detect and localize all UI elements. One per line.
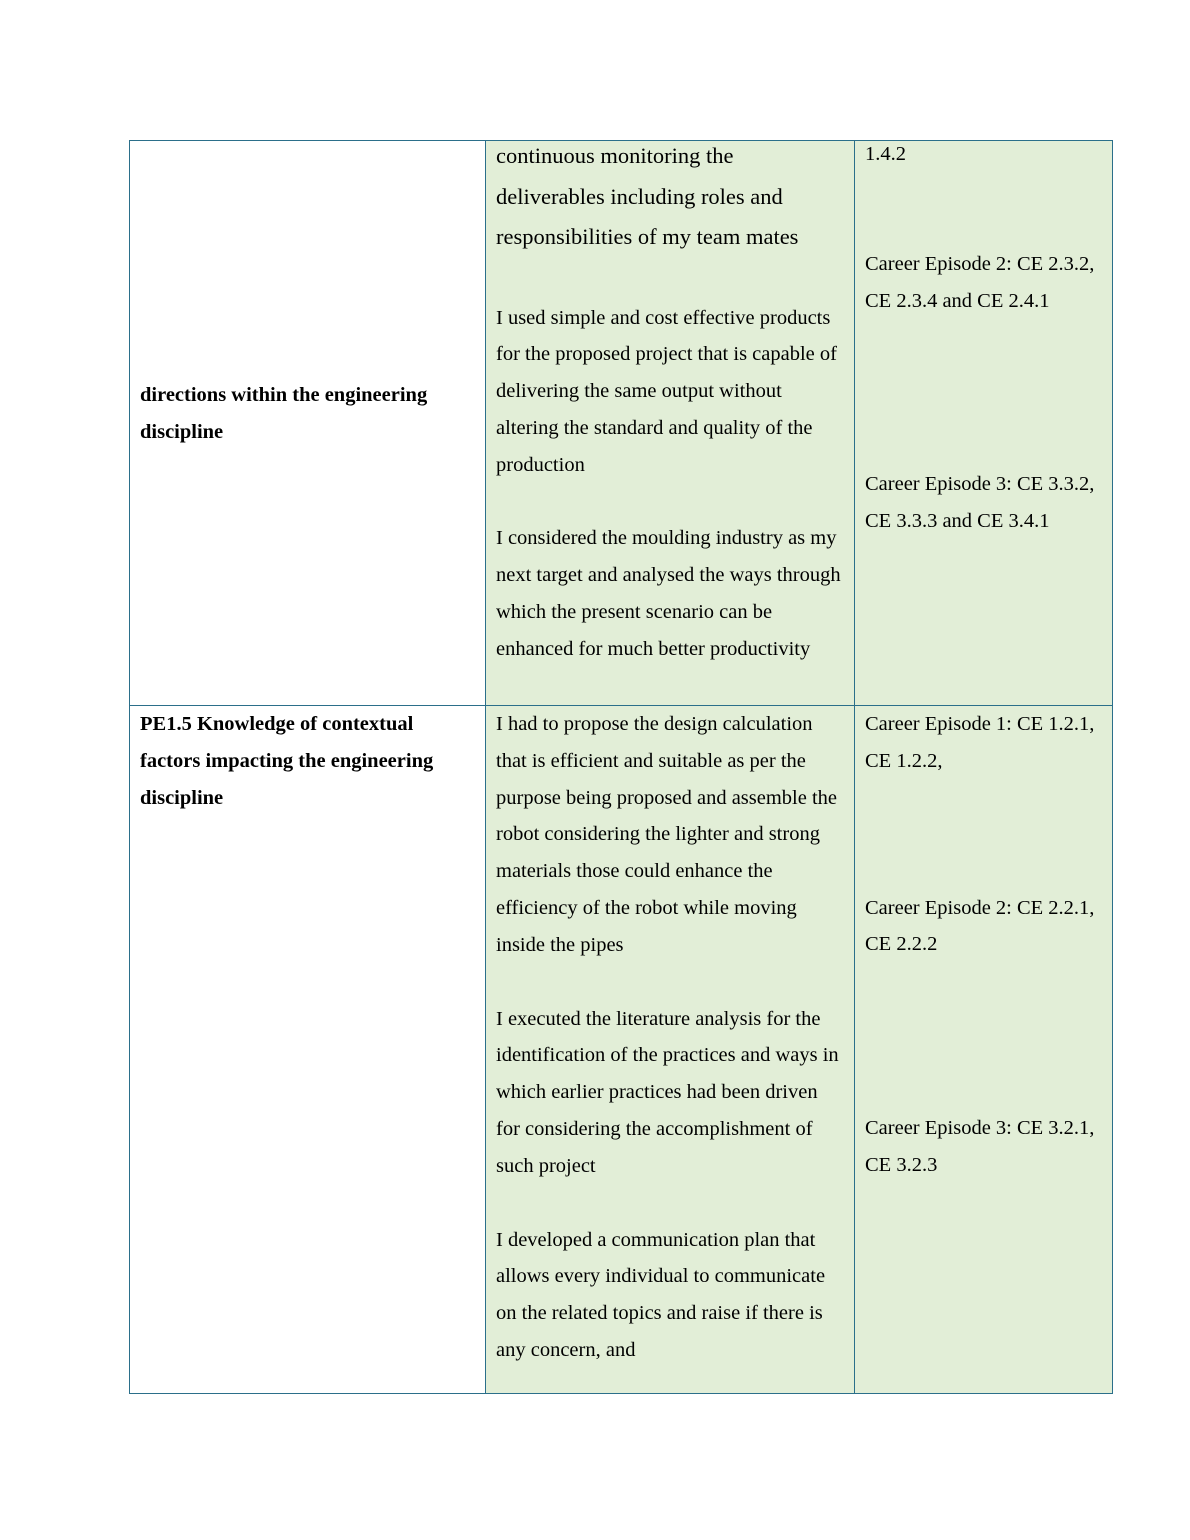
- reference-text: 1.4.2: [865, 143, 906, 165]
- evidence-paragraph: I used simple and cost effective products for the proposed project that is capable of delivering the same output without altering the standard and quality of the production: [496, 306, 837, 476]
- table-row: [130, 141, 1113, 706]
- reference-cell: [855, 706, 1113, 1394]
- competency-table: [129, 140, 1113, 1394]
- criterion-cell: [130, 706, 486, 1394]
- evidence-paragraph: I had to propose the design calculation that is efficient and suitable as per the purpose being proposed and assemble the robot considering the lighter and strong materials those could enhance the efficiency of the robot while moving inside the pipes: [496, 713, 838, 956]
- criterion-text: PE1.5 Knowledge of contextual factors impacting the engineering discipline: [140, 713, 434, 809]
- evidence-paragraph: continuous monitoring the deliverables including roles and responsibilities of my team mates: [496, 143, 799, 249]
- reference-text: Career Episode 3: CE 3.2.1, CE 3.2.3: [865, 1117, 1095, 1176]
- reference-text: Career Episode 2: CE 2.2.1, CE 2.2.2: [865, 896, 1095, 956]
- evidence-paragraph: I considered the moulding industry as my next target and analysed the ways through which the present scenario can be enhanced for much better productivity: [496, 527, 841, 660]
- evidence-cell: [486, 141, 855, 706]
- evidence-cell: [486, 706, 855, 1394]
- reference-text: Career Episode 3: CE 3.3.2, CE 3.3.3 and CE 3.4.1: [865, 473, 1095, 533]
- evidence-paragraph: I executed the literature analysis for the identification of the practices and ways in which earlier practices had been driven for considering the accomplishment of such project: [496, 1007, 839, 1177]
- criterion-text: directions within the engineering discipline: [140, 384, 428, 443]
- criterion-cell: [130, 141, 486, 706]
- reference-cell: [855, 141, 1113, 706]
- evidence-paragraph: I developed a communication plan that allows every individual to communicate on the related topics and raise if there is any concern, and: [496, 1228, 826, 1361]
- reference-text: Career Episode 1: CE 1.2.1, CE 1.2.2,: [865, 713, 1095, 772]
- reference-text: Career Episode 2: CE 2.3.2, CE 2.3.4 and CE 2.4.1: [865, 252, 1095, 312]
- table-row: [130, 706, 1113, 1394]
